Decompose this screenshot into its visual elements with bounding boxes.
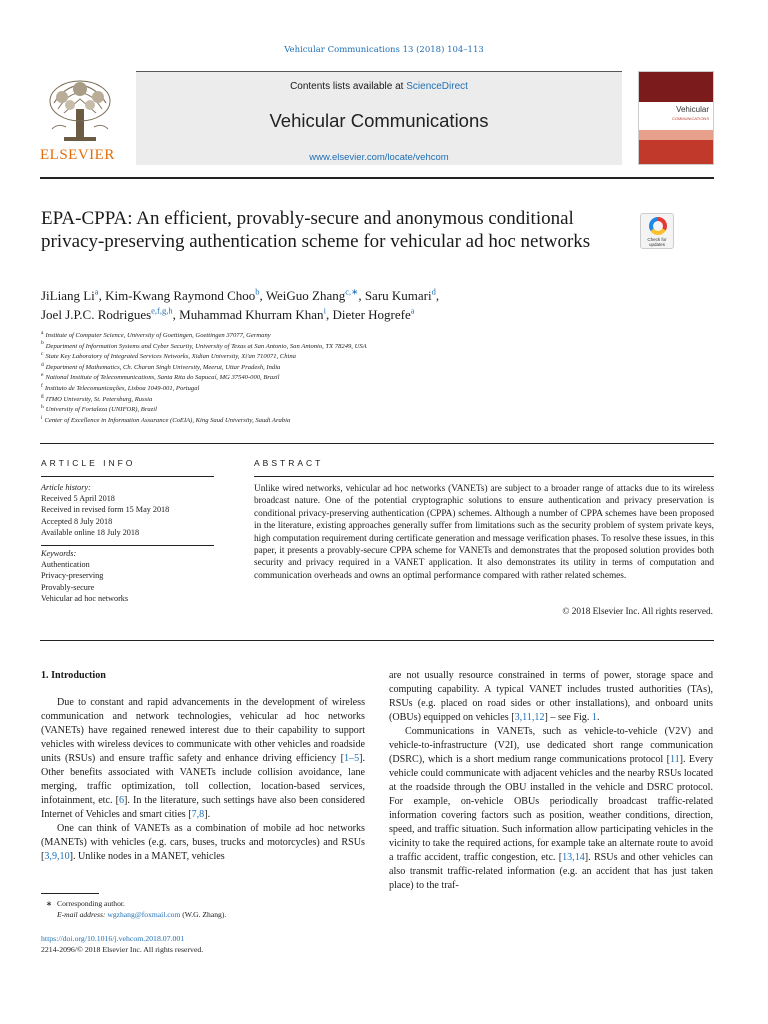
keyword-item: Authentication [41, 560, 90, 570]
journal-reference[interactable]: Vehicular Communications 13 (2018) 104–113 [284, 45, 484, 55]
history-list [41, 493, 214, 538]
abstract-heading: ABSTRACT [254, 458, 324, 468]
footnote-rule [41, 893, 99, 894]
history-item: Accepted 8 July 2018 [41, 516, 113, 526]
abstract-text: Unlike wired networks, vehicular ad hoc networks (VANETs) are subject to a broader range of attacks due to its wireless broadcast nature. One of the potential cryptographic solutions to ensure authentication and privacy preservation is conditional privacy-preserving authentication (CPPA) schemes. Although a number of CPPA schemes have been proposed in the literature, existing approaches generally suffer from limitations such as the security problem of system private keys, high computation requirement during certificate generation and message verification phases. To resolve these issues, in this paper, it presents a provably-secure CPPA scheme for VANETs and demonstrates that the proposed solution provides both security and privacy required in a VANET application. It also demonstrates its utility in terms of computation and communication overheads and owns an optimal performance compared with rather related schemes. [254, 484, 714, 581]
check-updates-label: Check for updates [647, 237, 667, 247]
cover-stripe [639, 130, 713, 140]
citation-link[interactable]: 11 [669, 754, 680, 765]
doi-block [41, 933, 371, 956]
affiliation-key: e [41, 372, 44, 379]
article-history [41, 482, 214, 538]
issn-line: 2214-2096/© 2018 Elsevier Inc. All rights reserved. [41, 945, 204, 955]
journal-header-box [136, 71, 622, 165]
citation-link[interactable]: 1 [591, 712, 597, 723]
email-suffix: (W.G. Zhang). [180, 910, 227, 920]
affiliation-item: $^c$ State Key Laboratory of Integrated Services Networks, Xidian University, Xi'an 710071, China [41, 351, 296, 361]
footnote-star: ∗ [45, 899, 53, 908]
author-name[interactable]: Kim-Kwang Raymond Choo$^b$ [105, 286, 260, 303]
author-name[interactable]: Saru Kumari$^d$ [364, 286, 436, 303]
keywords [41, 548, 214, 604]
affiliation-item: $^h$ University of Fortaleza (UNIFOR), Brazil [41, 403, 157, 414]
affiliation-item: $^b$ Department of Information Systems and Cyber Security, University of Texas at San Antonio, San Antonio, TX 78249, USA [41, 340, 367, 350]
paragraph: One can think of VANETs as a combination of mobile ad hoc networks (MANETs) with vehicles (e.g. cars, buses, trucks and motorcycles) and RSUs [3,9,10]. Unlike nodes in a MANET, vehicles [41, 823, 365, 862]
citation-link[interactable]: 13,14 [562, 852, 585, 863]
keywords-list [41, 559, 214, 604]
citation-link[interactable]: 1–5 [343, 753, 360, 764]
affiliation-key: g [41, 393, 44, 400]
corresponding-author-note [41, 898, 371, 909]
abstract-rule [254, 476, 714, 477]
header-divider [40, 177, 714, 179]
journal-name: Vehicular Communications [269, 110, 489, 131]
doi-link[interactable]: https://doi.org/10.1016/j.vehcom.2018.07.001 [41, 934, 185, 943]
author-list: JiLiang Li$^a$, Kim-Kwang Raymond Choo$^b$, WeiGuo Zhang$^{c,∗}$, Saru Kumari$^d$, Joel J.P.C. Rodrigues$^{e,f,g,h}$, Muhammad Khurram Khan$^i$, Dieter Hogrefe$^a$ [41, 286, 440, 322]
author-affiliation-marker[interactable]: a [410, 305, 415, 316]
journal-cover-thumbnail[interactable] [638, 71, 714, 165]
author-affiliation-marker[interactable]: b [255, 286, 260, 297]
author-affiliation-marker[interactable]: e,f,g,h [151, 305, 173, 316]
keyword-item: Vehicular ad hoc networks [41, 593, 129, 603]
author-name[interactable]: WeiGuo Zhang$^{c,∗}$ [265, 286, 359, 303]
cover-bottom-band [639, 140, 713, 164]
history-item: Received 5 April 2018 [41, 494, 115, 504]
article-info-rule [41, 476, 214, 477]
corresponding-label: Corresponding author. [57, 899, 125, 908]
keywords-label: Keywords: [41, 549, 77, 558]
elsevier-wordmark: ELSEVIER [40, 147, 115, 163]
author-name[interactable]: Muhammad Khurram Khan$^i$ [179, 305, 326, 322]
body-column-left [41, 669, 365, 864]
author-name[interactable]: Joel J.P.C. Rodrigues$^{e,f,g,h}$ [41, 305, 173, 322]
affiliation-item: $^d$ Department of Mathematics, Ch. Charan Singh University, Meerut, Uttar Pradesh, India [41, 361, 281, 371]
affiliation-item: $^a$ Institute of Computer Science, University of Goettingen, Goettingen 37077, Germany [41, 329, 271, 339]
affiliation-key: d [41, 361, 44, 368]
section-heading-introduction: 1. Introduction [41, 670, 106, 681]
contents-line [136, 81, 622, 92]
journal-masthead [40, 71, 714, 165]
author-affiliation-marker[interactable]: c,∗ [345, 286, 359, 297]
abstract-copyright: © 2018 Elsevier Inc. All rights reserved. [562, 607, 713, 617]
email-label: E-mail address: [57, 910, 108, 920]
elsevier-logo[interactable] [40, 79, 122, 169]
cover-subtitle: COMMUNICATIONS [671, 116, 709, 121]
author-affiliation-marker[interactable]: a [94, 286, 99, 297]
author-name[interactable]: JiLiang Li$^a$ [41, 286, 99, 303]
affiliation-key: b [41, 340, 44, 347]
author-affiliation-marker[interactable]: i [323, 305, 326, 316]
cover-title: Vehicular [676, 105, 709, 114]
affiliation-key: i [41, 414, 43, 421]
author-affiliation-marker[interactable]: d [431, 286, 436, 297]
article-info-heading: ARTICLE INFO [41, 458, 136, 468]
contents-prefix: Contents lists available at [290, 81, 407, 92]
affiliation-item: $^e$ National Institute of Telecommunications, Santa Rita do Sapucaí, MG 37540-000, Brazil [41, 372, 280, 382]
citation-link[interactable]: 6 [118, 795, 125, 806]
keyword-item: Provably-secure [41, 582, 95, 592]
body-divider [40, 640, 714, 641]
footnotes [41, 898, 371, 921]
sciencedirect-link[interactable]: ScienceDirect [406, 81, 468, 92]
history-item: Received in revised form 15 May 2018 [41, 505, 170, 515]
history-item: Available online 18 July 2018 [41, 527, 140, 537]
info-divider [40, 443, 714, 444]
journal-homepage-link[interactable]: www.elsevier.com/locate/vehcom [309, 152, 449, 163]
affiliation-key: h [41, 403, 44, 410]
author-name[interactable]: Dieter Hogrefe$^a$ [332, 305, 415, 322]
paragraph: Communications in VANETs, such as vehicle-to-vehicle (V2V) and vehicle-to-infrastructure (V2I), use dedicated short range communication (DSRC), which is a short medium range communications protocol [11]. Every vehicle could communicate with adjacent vehicles and the nearby RSUs located at the roadside through the OBU installed in the vehicle and DSRC protocol. For example, on-vehicle OBUs periodically broadcast traffic-related information covering factors such as position, weather conditions, direction, speed, and traffic situation. Such information allow participating vehicles in the vicinity to take the required actions, for example take an alternate route to avoid a traffic accident, traffic congestion, etc. [13,14]. RSUs and other vehicles can also transmit traffic-related information (e.g. an accident that has just taken place) to the traf- [389, 726, 713, 891]
check-for-updates-badge[interactable] [640, 213, 674, 249]
affiliation-item: $^g$ ITMO University, St. Petersburg, Russia [41, 393, 153, 403]
affiliation-item: $^i$ Center of Excellence in Information Assurance (CoEIA), King Saud University, Saudi Arabia [41, 414, 291, 424]
affiliation-list [41, 331, 711, 426]
citation-link[interactable]: 3,9,10 [44, 851, 70, 862]
paragraph: are not usually resource constrained in terms of power, storage space and computing capability. A typical VANET includes trusted authorities (TAs), RSUs (e.g. placed on road sides or other installations), and onboard units (OBUs) equipped on vehicles [3,11,12] – see Fig. 1. [389, 670, 713, 723]
email-link[interactable]: wgzhang@foxmail.com [107, 910, 181, 920]
keywords-rule [41, 545, 214, 546]
article-title: EPA-CPPA: An efficient, provably-secure and anonymous conditional privacy-preserving authentication scheme for vehicular ad hoc networks [41, 208, 591, 252]
cover-top-band [639, 72, 713, 102]
keyword-item: Privacy-preserving [41, 571, 104, 581]
body-column-right [389, 669, 713, 893]
affiliation-key: f [41, 382, 43, 389]
history-label: Article history: [41, 483, 91, 492]
affiliation-item: $^f$ Instituto de Telecomunicações, Lisboa 1049-001, Portugal [41, 382, 200, 392]
citation-link[interactable]: 7,8 [191, 809, 205, 820]
elsevier-tree-icon [44, 79, 116, 143]
affiliation-key: c [41, 351, 44, 357]
citation-link[interactable]: 3,11,12 [514, 712, 545, 723]
affiliation-key: a [41, 329, 44, 336]
email-note [41, 909, 371, 920]
paragraph: Due to constant and rapid advancements in the development of wireless communication and network technologies, vehicular ad hoc networks (VANETs) have regained renewed interest due to their capability to support vehicles with wireless devices to communicate with other vehicles and roadside units (RSUs) and ensure traffic safety and enhance driving efficiency [1–5]. Other benefits associated with VANETs include collision avoidance, lane merging, traffic optimization, toll collection, location-based services, infotainment, etc. [6]. In the literature, such settings have also been considered Internet of Vehicles and smart cities [7,8]. [41, 697, 365, 820]
